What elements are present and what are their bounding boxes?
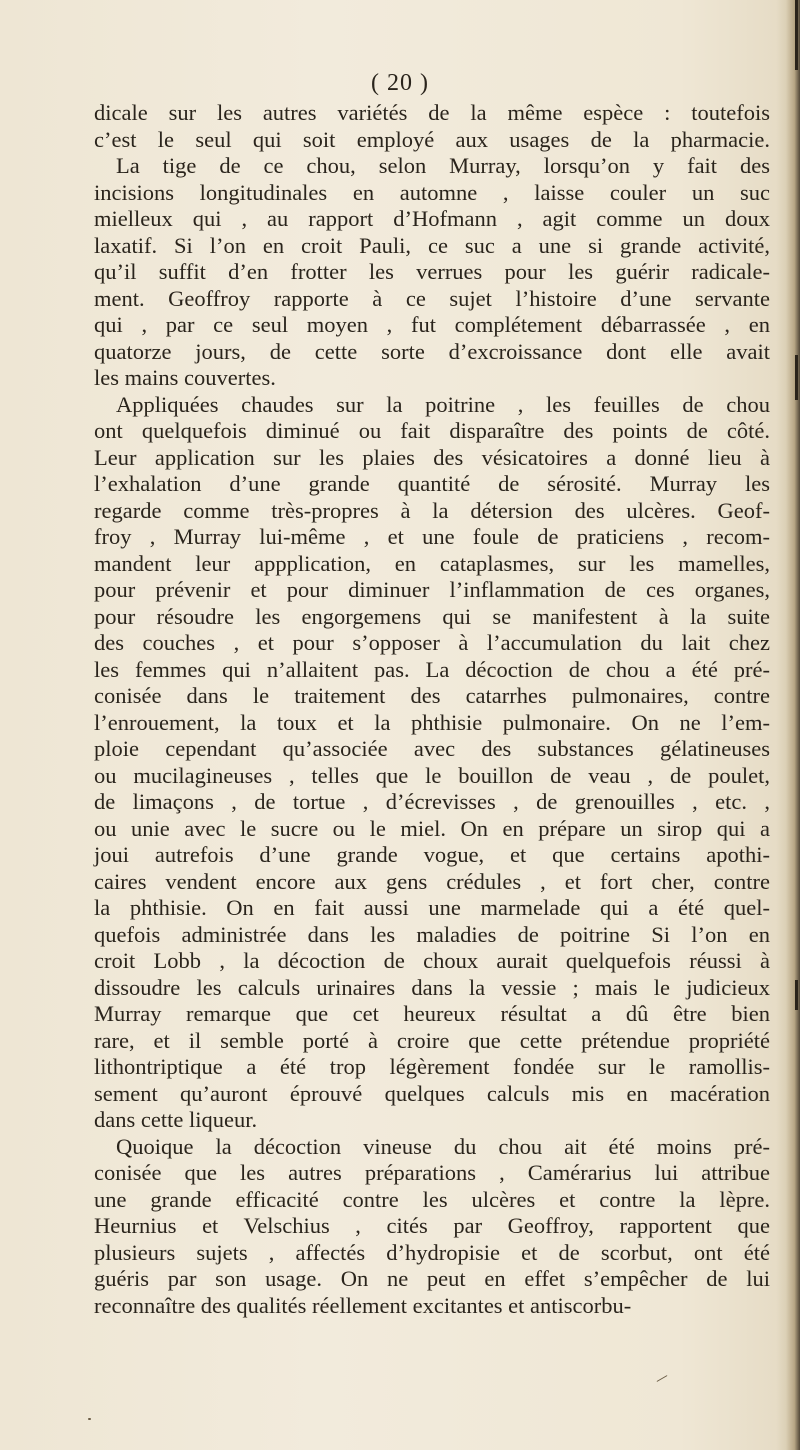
text-line: de limaçons , de tortue , d’écrevisses , de grenouilles , etc. , (94, 789, 770, 814)
text-line: mandent leur appplication, en cataplasmes, sur les mamelles, (94, 550, 770, 576)
page-number: ( 20 ) (371, 70, 429, 96)
text-line: incisions longitudinales en automne , laisse couler un suc (94, 179, 770, 205)
text-line: froy , Murray lui-même , et une foule de praticiens , recom- (94, 524, 770, 549)
text-line: rare, et il semble porté à croire que cette prétendue propriété (94, 1027, 770, 1053)
text-line: reconnaître des qualités réellement excitantes et antiscorbu- (94, 1292, 632, 1318)
text-line: Leur application sur les plaies des vésicatoires a donné lieu à (94, 444, 770, 470)
text-line: ou unie avec le sucre ou le miel. On en prépare un sirop qui a (94, 815, 770, 841)
text-line: qui , par ce seul moyen , fut complétement débarrassée , en (94, 312, 770, 337)
page-edge-mark (795, 355, 798, 400)
page-text (94, 100, 770, 1319)
page-edge-mark (795, 980, 798, 1010)
text-line: mielleux qui , au rapport d’Hofmann , agit comme un doux (94, 206, 770, 231)
text-line: conisée dans le traitement des catarrhes pulmonaires, contre (94, 683, 770, 708)
text-line: les mains couvertes. (94, 365, 276, 390)
text-line: conisée que les autres préparations , Camérarius lui attribue (94, 1160, 770, 1185)
text-line: dissoudre les calculs urinaires dans la vessie ; mais le judicieux (94, 974, 770, 1000)
text-line: caires vendent encore aux gens crédules , et fort cher, contre (94, 868, 770, 894)
text-line: l’enrouement, la toux et la phthisie pulmonaire. On ne l’em- (94, 709, 770, 735)
text-line: plusieurs sujets , affectés d’hydropisie et de scorbut, ont été (94, 1239, 770, 1265)
paper-speck (88, 1418, 91, 1420)
page-edge-mark (795, 0, 798, 70)
text-line: pour résoudre les engorgemens qui se manifestent à la suite (94, 603, 770, 629)
text-line: Quoique la décoction vineuse du chou ait été moins pré- (116, 1133, 770, 1159)
paper-speck (657, 1375, 668, 1382)
text-line: ploie cependant qu’associée avec des substances gélatineuses (94, 736, 770, 761)
text-line: l’exhalation d’une grande quantité de sérosité. Murray les (94, 471, 770, 496)
text-line: ment. Geoffroy rapporte à ce sujet l’histoire d’une servante (94, 285, 770, 311)
text-line: dicale sur les autres variétés de la même espèce : toutefois (94, 100, 770, 125)
text-line: ont quelquefois diminué ou fait disparaître des points de côté. (94, 418, 770, 443)
text-line: regarde comme très-propres à la détersion des ulcères. Geof- (94, 497, 770, 523)
text-line: quatorze jours, de cette sorte d’excroissance dont elle avait (94, 338, 770, 364)
text-line: La tige de ce chou, selon Murray, lorsqu’on y fait des (116, 153, 770, 178)
text-line: Appliquées chaudes sur la poitrine , les feuilles de chou (116, 391, 770, 417)
text-line: dans cette liqueur. (94, 1107, 258, 1132)
text-line: laxatif. Si l’on en croit Pauli, ce suc a une si grande activité, (94, 232, 770, 258)
text-line: les femmes qui n’allaitent pas. La décoction de chou a été pré- (94, 656, 770, 682)
text-line: une grande efficacité contre les ulcères et contre la lèpre. (94, 1186, 770, 1212)
text-line: lithontriptique a été trop légèrement fondée sur le ramollis- (94, 1054, 770, 1079)
text-line: Murray remarque que cet heureux résultat a dû être bien (94, 1001, 770, 1026)
text-line: croit Lobb , la décoction de choux aurait quelquefois réussi à (94, 948, 770, 973)
text-line: pour prévenir et pour diminuer l’inflammation de ces organes, (94, 577, 770, 602)
text-line: quefois administrée dans les maladies de poitrine Si l’on en (94, 921, 770, 947)
text-line: guéris par son usage. On ne peut en effet s’empêcher de lui (94, 1266, 770, 1291)
page-edge-shadow (786, 0, 800, 1450)
text-line: ou mucilagineuses , telles que le bouillon de veau , de poulet, (94, 762, 770, 788)
text-line: joui autrefois d’une grande vogue, et que certains apothi- (94, 842, 770, 867)
text-line: sement qu’auront éprouvé quelques calculs mis en macération (94, 1080, 770, 1106)
text-line: c’est le seul qui soit employé aux usages de la pharmacie. (94, 126, 770, 152)
text-line: Heurnius et Velschius , cités par Geoffroy, rapportent que (94, 1213, 770, 1238)
text-line: la phthisie. On en fait aussi une marmelade qui a été quel- (94, 895, 770, 920)
text-line: qu’il suffit d’en frotter les verrues pour les guérir radicale- (94, 259, 770, 284)
text-line: des couches , et pour s’opposer à l’accumulation du lait chez (94, 630, 770, 655)
